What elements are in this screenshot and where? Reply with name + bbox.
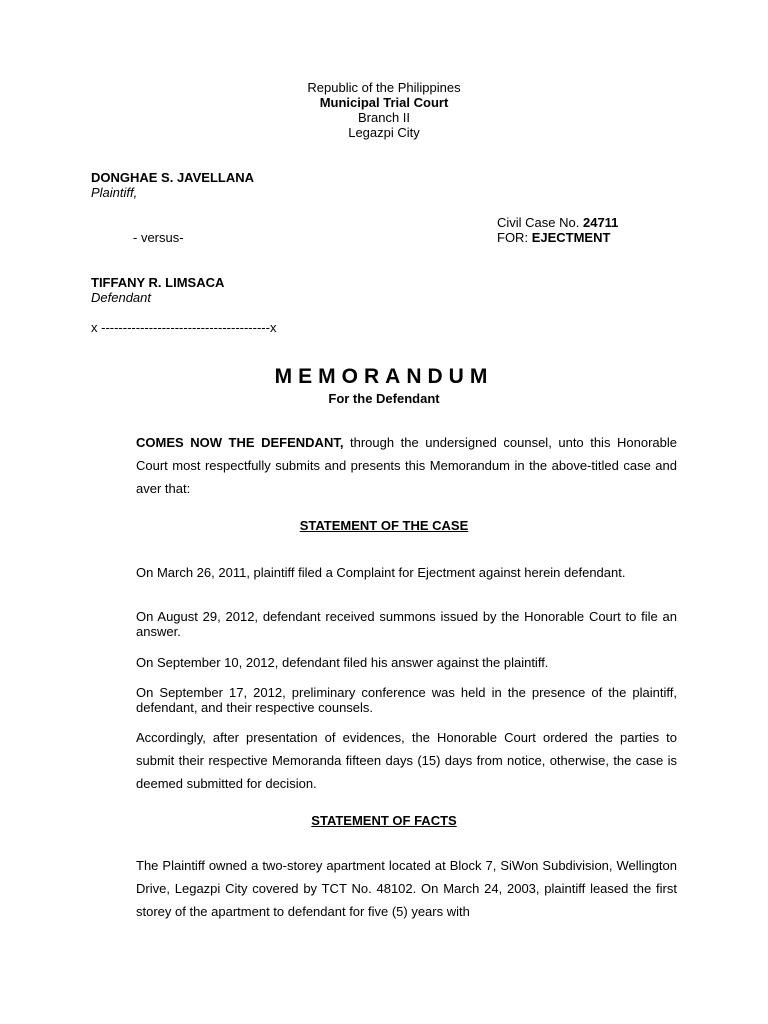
defendant-name: TIFFANY R. LIMSACA (91, 275, 225, 290)
intro-rest: through the undersigned counsel, unto this Honorable Court most respectfully submits and presents this Memorandum in the above-titled case and aver that: (136, 435, 677, 496)
defendant-role: Defendant (91, 290, 151, 305)
case-paragraph-4: On September 17, 2012, preliminary conference was held in the presence of the plaintiff, defendant, and their respective counsels. (136, 685, 677, 715)
intro-paragraph (91, 431, 677, 500)
case-for-label: FOR: (497, 230, 529, 245)
case-number-label: Civil Case No. (497, 215, 580, 230)
plaintiff-role: Plaintiff, (91, 185, 138, 200)
memorandum-title: MEMORANDUM (274, 365, 494, 388)
case-for-line (497, 230, 610, 245)
caption-separator: x ---------------------------------------x (91, 320, 277, 335)
statement-of-facts-heading: STATEMENT OF FACTS (311, 813, 457, 828)
case-number: 24711 (582, 215, 619, 230)
case-paragraph-2: On August 29, 2012, defendant received summons issued by the Honorable Court to file an answer. (136, 609, 677, 639)
court-name: Municipal Trial Court (319, 95, 449, 110)
city-line: Legazpi City (348, 125, 420, 140)
republic-line: Republic of the Philippines (307, 80, 461, 95)
memorandum-subtitle: For the Defendant (328, 391, 440, 406)
case-paragraph-5: Accordingly, after presentation of evidences, the Honorable Court ordered the parties to submit their respective Memoranda fifteen days (15) days from notice, otherwise, the case is deemed submitted for decision. (136, 730, 677, 791)
facts-paragraph-1: The Plaintiff owned a two-storey apartment located at Block 7, SiWon Subdivision, Wellington Drive, Legazpi City covered by TCT No. 48102. On March 24, 2003, plaintiff leased the first storey of the apartment to defendant for five (5) years with (136, 858, 677, 919)
statement-of-case-heading: STATEMENT OF THE CASE (299, 518, 469, 533)
case-number-line (497, 215, 618, 230)
case-paragraph-3: On September 10, 2012, defendant filed his answer against the plaintiff. (136, 655, 549, 670)
case-for-value: EJECTMENT (531, 230, 611, 245)
versus-text: - versus- (133, 230, 184, 245)
intro-lead: COMES NOW THE DEFENDANT, (136, 435, 344, 450)
branch-line: Branch II (357, 110, 411, 125)
plaintiff-name: DONGHAE S. JAVELLANA (91, 170, 254, 185)
case-paragraph-1: On March 26, 2011, plaintiff filed a Complaint for Ejectment against herein defendant. (136, 565, 626, 580)
